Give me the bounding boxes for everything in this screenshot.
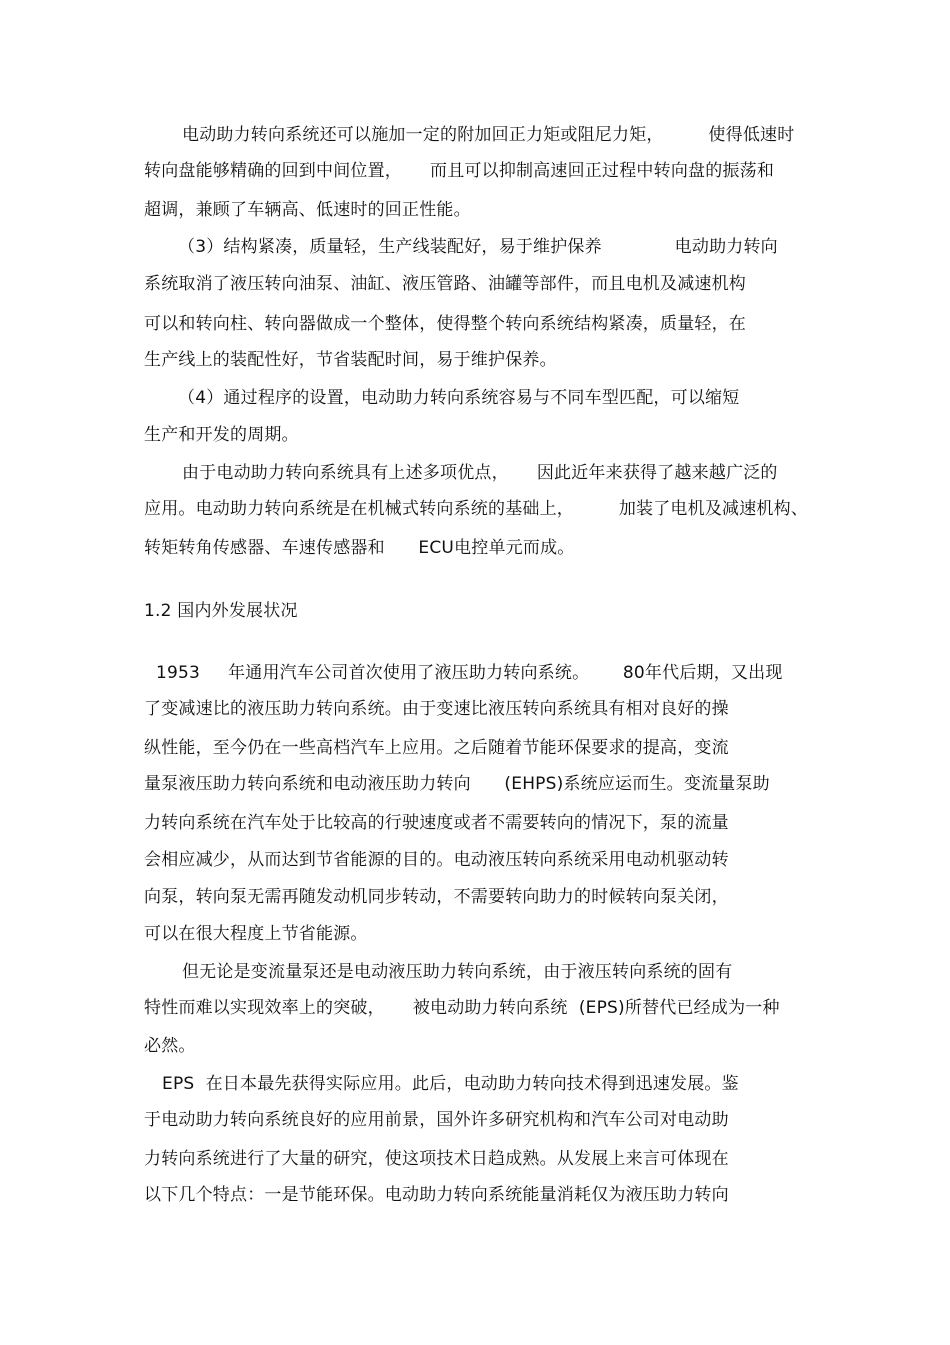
- para7-line4: 以下几个特点：一是节能环保。电动助力转向系统能量消耗仅为液压助力转向: [144, 1185, 729, 1205]
- para2-line2: 系统取消了液压转向油泵、油缸、液压管路、油罐等部件，而且电机及减速机构: [144, 274, 746, 294]
- para7-line3: 力转向系统进行了大量的研究，使这项技术日趋成熟。从发展上来言可体现在: [144, 1149, 729, 1169]
- para6-line3: 必然。: [144, 1036, 196, 1056]
- para5-line4: 量泵液压助力转向系统和电动液压助力转向 (EHPS)系统应运而生。变流量泵助: [144, 774, 770, 794]
- para1-line1: 电动助力转向系统还可以施加一定的附加回正力矩或阻尼力矩， 使得低速时: [182, 125, 795, 145]
- para5-line5: 力转向系统在汽车处于比较高的行驶速度或者不需要转向的情况下，泵的流量: [144, 813, 729, 833]
- para1-line3: 超调，兼顾了车辆高、低速时的回正性能。: [144, 200, 471, 220]
- para5-line6: 会相应减少，从而达到节省能源的目的。电动液压转向系统采用电动机驱动转: [144, 850, 729, 870]
- para3-line1: （4）通过程序的设置，电动助力转向系统容易与不同车型匹配，可以缩短: [178, 388, 740, 408]
- para1-line2: 转向盘能够精确的回到中间位置， 而且可以抑制高速回正过程中转向盘的振荡和: [144, 161, 775, 181]
- para5-line7: 向泵，转向泵无需再随发动机同步转动，不需要转向助力的时候转向泵关闭，: [144, 887, 729, 907]
- para5-line3: 纵性能，至今仍在一些高档汽车上应用。之后随着节能环保要求的提高，变流: [144, 738, 729, 758]
- para5-line2: 了变减速比的液压助力转向系统。由于变速比液压转向系统具有相对良好的操: [144, 699, 729, 719]
- para2-line4: 生产线上的装配性好，节省装配时间，易于维护保养。: [144, 350, 557, 370]
- para2-line3: 可以和转向柱、转向器做成一个整体，使得整个转向系统结构紧凑，质量轻，在: [144, 314, 746, 334]
- section-heading: 1.2 国内外发展状况: [144, 601, 298, 621]
- para7-line1: EPS 在日本最先获得实际应用。此后，电动助力转向技术得到迅速发展。鉴: [162, 1074, 739, 1094]
- para5-line8: 可以在很大程度上节省能源。: [144, 924, 368, 944]
- para5-line1: 1953 年通用汽车公司首次使用了液压助力转向系统。 80年代后期，又出现: [156, 663, 783, 683]
- para7-line2: 于电动助力转向系统良好的应用前景，国外许多研究机构和汽车公司对电动助: [144, 1110, 729, 1130]
- para4-line2: 应用。电动助力转向系统是在机械式转向系统的基础上， 加装了电机及减速机构、: [144, 499, 809, 519]
- para4-line1: 由于电动助力转向系统具有上述多项优点， 因此近年来获得了越来越广泛的: [182, 463, 778, 483]
- para3-line2: 生产和开发的周期。: [144, 425, 299, 445]
- para6-line1: 但无论是变流量泵还是电动液压助力转向系统，由于液压转向系统的固有: [182, 962, 733, 982]
- para6-line2: 特性而难以实现效率上的突破， 被电动助力转向系统 (EPS)所替代已经成为一种: [144, 998, 780, 1018]
- para4-line3: 转矩转角传感器、车速传感器和 ECU电控单元而成。: [144, 538, 575, 558]
- para2-line1: （3）结构紧凑，质量轻，生产线装配好，易于维护保养 电动助力转向: [178, 237, 778, 257]
